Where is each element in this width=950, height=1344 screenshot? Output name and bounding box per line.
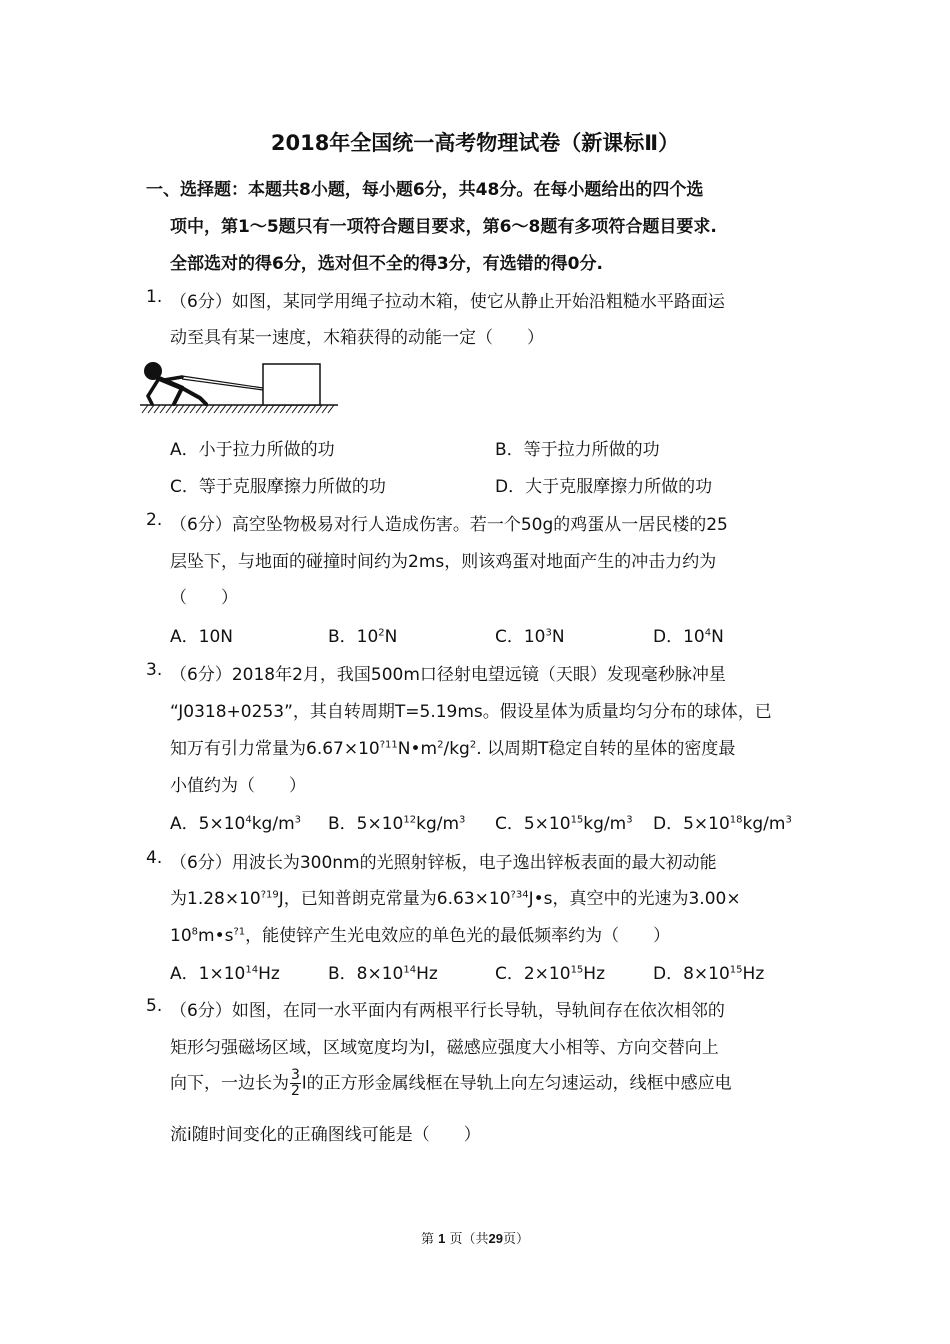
q5-text-line-2: 矩形匀强磁场区域，区域宽度均为l，磁感应强度大小相等、方向交替向上 bbox=[170, 1038, 719, 1058]
q3-text-line-4: 小值约为（ ） bbox=[170, 776, 306, 796]
fraction-three-halves: $\frac{3}{2}$ bbox=[291, 1067, 300, 1099]
q3-option-a: A．$5\times 10^4kg/m^3$ bbox=[170, 814, 302, 834]
q2-number: 2. bbox=[146, 510, 163, 530]
q3-option-c: C．$5\times 10^{15}kg/m^3$ bbox=[495, 814, 633, 834]
q2-text-line-3: （ ） bbox=[170, 588, 238, 608]
page-title: 2018年全国统一高考物理试卷（新课标Ⅱ） bbox=[270, 131, 680, 155]
section-header-line-2: 项中，第1～5题只有一项符合题目要求，第6～8题有多项符合题目要求. bbox=[170, 217, 717, 237]
q3-option-b: B．$5\times 10^{12}kg/m^3$ bbox=[328, 814, 466, 834]
q2-option-d: D．$10^4N$ bbox=[653, 627, 724, 647]
q2-option-c: C．$10^3N$ bbox=[495, 627, 565, 647]
q1-text-line-2: 动至具有某一速度，木箱获得的动能一定（ ） bbox=[170, 328, 544, 348]
q4-option-b: B．$8\times 10^{14}Hz$ bbox=[328, 964, 438, 984]
q2-option-b: B．$10^2N$ bbox=[328, 627, 398, 647]
q3-number: 3. bbox=[146, 660, 163, 680]
q4-text-line-2: 为$1.28\times 10^{?19}J$，已知普朗克常量为$6.63\times 10^{?34}J•s$，真空中的光速为3.00× bbox=[170, 889, 741, 909]
q3-text-line-2: “J0318+0253”，其自转周期T=5.19ms。假设星体为质量均匀分布的球体，已 bbox=[170, 702, 772, 722]
q1-number: 1. bbox=[146, 287, 163, 307]
q2-option-a: A．10N bbox=[170, 627, 233, 647]
q4-text-line-3: $10^8m•s^{?1}$，能使锌产生光电效应的单色光的最低频率约为（ ） bbox=[170, 926, 671, 946]
q5-text-line-4: 流i随时间变化的正确图线可能是（ ） bbox=[170, 1125, 481, 1145]
q5-text-line-3: 向下，一边长为 $\frac{3}{2}$ l的正方形金属线框在导轨上向左匀速运动，线框中感应电 bbox=[170, 1067, 732, 1099]
q3-text-line-1: （6分）2018年2月，我国500m口径射电望远镜（天眼）发现毫秒脉冲星 bbox=[170, 665, 726, 685]
q1-option-c: C．等于克服摩擦力所做的功 bbox=[170, 477, 386, 497]
q1-option-b: B．等于拉力所做的功 bbox=[495, 440, 660, 460]
q4-text-line-1: （6分）用波长为300nm的光照射锌板，电子逸出锌板表面的最大初动能 bbox=[170, 853, 717, 873]
q2-text-line-2: 层坠下，与地面的碰撞时间约为2ms，则该鸡蛋对地面产生的冲击力约为 bbox=[170, 552, 717, 572]
q3-text-line-3: 知万有引力常量为$6.67\times 10^{?11}N•m^2/kg^2$. 以周期T稳定自转的星体的密度最 bbox=[170, 739, 736, 759]
q1-text-line-1: （6分）如图，某同学用绳子拉动木箱，使它从静止开始沿粗糙水平路面运 bbox=[170, 292, 725, 312]
q4-number: 4. bbox=[146, 848, 163, 868]
q1-option-a: A．小于拉力所做的功 bbox=[170, 440, 335, 460]
q4-option-a: A．$1\times 10^{14}Hz$ bbox=[170, 964, 280, 984]
q4-option-c: C．$2\times 10^{15}Hz$ bbox=[495, 964, 606, 984]
q5-number: 5. bbox=[146, 996, 163, 1016]
q1-option-d: D．大于克服摩擦力所做的功 bbox=[495, 477, 713, 497]
q4-option-d: D．$8\times 10^{15}Hz$ bbox=[653, 964, 765, 984]
q3-option-d: D．$5\times 10^{18}kg/m^3$ bbox=[653, 814, 792, 834]
section-header-line-3: 全部选对的得6分，选对但不全的得3分，有选错的得0分. bbox=[170, 254, 603, 274]
section-header-line-1: 一、选择题：本题共8小题，每小题6分，共48分。在每小题给出的四个选 bbox=[146, 180, 704, 200]
page-footer: 第 1 页（共29页） bbox=[420, 1231, 530, 1247]
q2-text-line-1: （6分）高空坠物极易对行人造成伤害。若一个50g的鸡蛋从一居民楼的25 bbox=[170, 515, 728, 535]
q5-text-line-1: （6分）如图，在同一水平面内有两根平行长导轨，导轨间存在依次相邻的 bbox=[170, 1001, 725, 1021]
q1-figure-person-pulling-box bbox=[138, 358, 340, 416]
